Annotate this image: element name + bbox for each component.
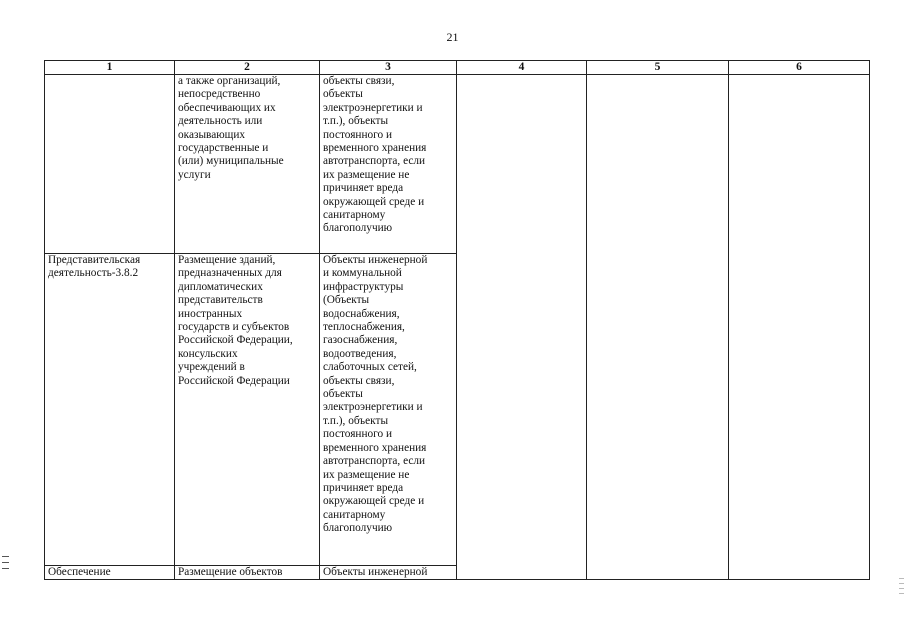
column-header-3: 3 bbox=[320, 61, 457, 75]
column-6-empty-cell bbox=[729, 75, 870, 580]
scan-margin-mark bbox=[2, 556, 10, 574]
column-header-4: 4 bbox=[457, 61, 587, 75]
row3-auxiliary-uses: Объекты инженерной bbox=[320, 566, 457, 580]
column-header-1: 1 bbox=[45, 61, 175, 75]
row1-description: а также организаций, непосредственно обеспечивающих их деятельность или оказывающих государственные и (или) муниципальные услуги bbox=[175, 75, 320, 254]
column-header-2: 2 bbox=[175, 61, 320, 75]
table-row bbox=[45, 75, 870, 254]
column-header-5: 5 bbox=[587, 61, 729, 75]
row2-auxiliary-uses: Объекты инженерной и коммунальной инфраструктуры (Объекты водоснабжения, теплоснабжения, газоснабжения, водоотведения, слаботочных сетей, объекты связи, объекты электроэнергетики и т.п.), объекты постоянного и временного хранения автотранспорта, если их размещение не причиняет вреда окружающей среде и санитарному благополучию bbox=[320, 254, 457, 566]
row1-auxiliary-uses: объекты связи, объекты электроэнергетики и т.п.), объекты постоянного и временного хранения автотранспорта, если их размещение не причиняет вреда окружающей среде и санитарному благополучию bbox=[320, 75, 457, 254]
row3-description: Размещение объектов bbox=[175, 566, 320, 580]
column-5-empty-cell bbox=[587, 75, 729, 580]
row2-description: Размещение зданий, предназначенных для дипломатических представительств иностранных государств и субъектов Российской Федерации, консульских учреждений в Российской Федерации bbox=[175, 254, 320, 566]
row3-use-type: Обеспечение bbox=[45, 566, 175, 580]
table-header-row bbox=[45, 61, 870, 75]
column-header-6: 6 bbox=[729, 61, 870, 75]
row1-use-type bbox=[45, 75, 175, 254]
land-use-table bbox=[44, 60, 870, 580]
row2-use-type: Представительская деятельность-3.8.2 bbox=[45, 254, 175, 566]
page-number: 21 bbox=[446, 30, 459, 44]
column-4-empty-cell bbox=[457, 75, 587, 580]
scan-edge-mark bbox=[899, 578, 905, 598]
